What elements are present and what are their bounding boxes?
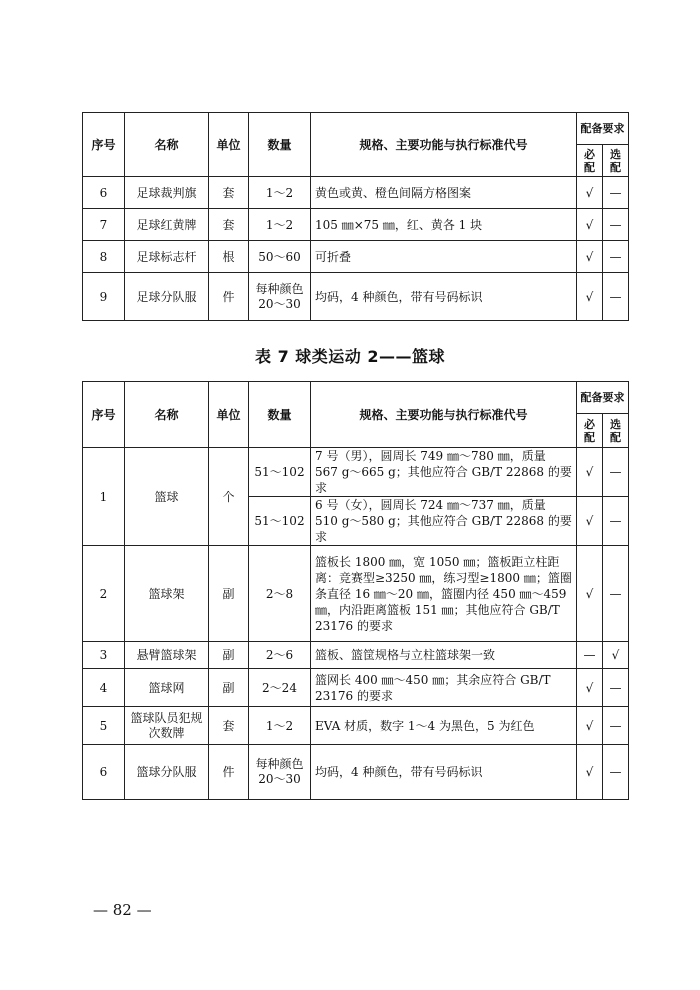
- cell-required: √: [577, 448, 603, 497]
- cell-name: 篮球架: [125, 546, 209, 642]
- cell-name: 足球裁判旗: [125, 177, 209, 209]
- cell-required: √: [577, 707, 603, 745]
- cell-index: 1: [83, 448, 125, 546]
- header-spec: 规格、主要功能与执行标准代号: [311, 382, 577, 448]
- cell-optional: —: [603, 669, 629, 707]
- header-spec: 规格、主要功能与执行标准代号: [311, 113, 577, 177]
- cell-required: √: [577, 177, 603, 209]
- header-index: 序号: [83, 113, 125, 177]
- cell-qty: 每种颜色 20～30: [249, 273, 311, 321]
- header-required: 必配: [577, 145, 603, 177]
- cell-index: 2: [83, 546, 125, 642]
- cell-spec: 均码，4 种颜色，带有号码标识: [311, 273, 577, 321]
- cell-index: 5: [83, 707, 125, 745]
- cell-required: √: [577, 273, 603, 321]
- cell-qty: 2～8: [249, 546, 311, 642]
- cell-unit: 根: [209, 241, 249, 273]
- cell-qty: 1～2: [249, 209, 311, 241]
- cell-required: √: [577, 241, 603, 273]
- cell-unit: 副: [209, 669, 249, 707]
- cell-unit: 件: [209, 273, 249, 321]
- cell-optional: √: [603, 642, 629, 669]
- table-row: [83, 546, 629, 642]
- cell-spec: 105 ㎜×75 ㎜，红、黄各 1 块: [311, 209, 577, 241]
- cell-unit: 套: [209, 177, 249, 209]
- cell-unit: 套: [209, 209, 249, 241]
- cell-spec: 可折叠: [311, 241, 577, 273]
- cell-required: √: [577, 745, 603, 800]
- cell-name: 篮球: [125, 448, 209, 546]
- cell-optional: —: [603, 745, 629, 800]
- cell-required: √: [577, 669, 603, 707]
- header-requirement: 配备要求: [577, 382, 629, 414]
- cell-optional: —: [603, 707, 629, 745]
- table-row: [83, 707, 629, 745]
- equipment-table-football: [82, 112, 629, 321]
- header-optional: 选配: [603, 145, 629, 177]
- cell-qty: 51～102: [249, 497, 311, 546]
- header-name: 名称: [125, 382, 209, 448]
- header-required: 必配: [577, 414, 603, 448]
- cell-index: 3: [83, 642, 125, 669]
- cell-index: 4: [83, 669, 125, 707]
- cell-spec: EVA 材质，数字 1～4 为黑色，5 为红色: [311, 707, 577, 745]
- cell-name: 足球红黄牌: [125, 209, 209, 241]
- cell-index: 8: [83, 241, 125, 273]
- header-name: 名称: [125, 113, 209, 177]
- cell-unit: 副: [209, 546, 249, 642]
- header-qty: 数量: [249, 113, 311, 177]
- header-unit: 单位: [209, 113, 249, 177]
- table-row: [83, 448, 629, 497]
- page-number: — 82 —: [93, 901, 152, 919]
- cell-spec: 7 号（男），圆周长 749 ㎜～780 ㎜，质量 567 g～665 g；其他应符合 GB/T 22868 的要求: [311, 448, 577, 497]
- table-row: [83, 642, 629, 669]
- table-row: [83, 241, 629, 273]
- header-requirement: 配备要求: [577, 113, 629, 145]
- cell-qty: 1～2: [249, 707, 311, 745]
- cell-spec: 篮板长 1800 ㎜，宽 1050 ㎜；篮板距立柱距离：竞赛型≥3250 ㎜，练习型≥1800 ㎜；篮圈条直径 16 ㎜～20 ㎜，篮圈内径 450 ㎜～459 ㎜，内沿距离篮板 151 ㎜；其他应符合 GB/T 23176 的要求: [311, 546, 577, 642]
- header-index: 序号: [83, 382, 125, 448]
- cell-qty: 每种颜色 20～30: [249, 745, 311, 800]
- table-row: [83, 177, 629, 209]
- cell-name: 足球标志杆: [125, 241, 209, 273]
- cell-spec: 篮板、篮筐规格与立柱篮球架一致: [311, 642, 577, 669]
- table-row: [83, 745, 629, 800]
- table-row: [83, 273, 629, 321]
- cell-qty: 50～60: [249, 241, 311, 273]
- cell-optional: —: [603, 546, 629, 642]
- header-qty: 数量: [249, 382, 311, 448]
- cell-required: √: [577, 209, 603, 241]
- cell-unit: 副: [209, 642, 249, 669]
- cell-optional: —: [603, 177, 629, 209]
- cell-optional: —: [603, 273, 629, 321]
- cell-required: √: [577, 546, 603, 642]
- cell-index: 9: [83, 273, 125, 321]
- cell-unit: 件: [209, 745, 249, 800]
- cell-qty: 2～24: [249, 669, 311, 707]
- cell-name: 篮球网: [125, 669, 209, 707]
- cell-name: 悬臂篮球架: [125, 642, 209, 669]
- table-caption: 表 7 球类运动 2——篮球: [255, 347, 445, 366]
- cell-spec: 篮网长 400 ㎜～450 ㎜；其余应符合 GB/T 23176 的要求: [311, 669, 577, 707]
- cell-optional: —: [603, 241, 629, 273]
- cell-optional: —: [603, 209, 629, 241]
- cell-spec: 6 号（女），圆周长 724 ㎜～737 ㎜，质量 510 g～580 g；其他应符合 GB/T 22868 的要求: [311, 497, 577, 546]
- cell-optional: —: [603, 497, 629, 546]
- cell-spec: 均码，4 种颜色，带有号码标识: [311, 745, 577, 800]
- table-row: [83, 209, 629, 241]
- header-unit: 单位: [209, 382, 249, 448]
- equipment-table-basketball: [82, 381, 629, 800]
- cell-unit: 套: [209, 707, 249, 745]
- cell-name: 足球分队服: [125, 273, 209, 321]
- cell-index: 6: [83, 745, 125, 800]
- cell-required: √: [577, 497, 603, 546]
- cell-qty: 51～102: [249, 448, 311, 497]
- cell-qty: 1～2: [249, 177, 311, 209]
- cell-unit: 个: [209, 448, 249, 546]
- cell-index: 6: [83, 177, 125, 209]
- cell-name: 篮球分队服: [125, 745, 209, 800]
- cell-index: 7: [83, 209, 125, 241]
- cell-required: —: [577, 642, 603, 669]
- cell-name: 篮球队员犯规次数牌: [125, 707, 209, 745]
- cell-optional: —: [603, 448, 629, 497]
- cell-qty: 2～6: [249, 642, 311, 669]
- cell-spec: 黄色或黄、橙色间隔方格图案: [311, 177, 577, 209]
- header-optional: 选配: [603, 414, 629, 448]
- table-row: [83, 669, 629, 707]
